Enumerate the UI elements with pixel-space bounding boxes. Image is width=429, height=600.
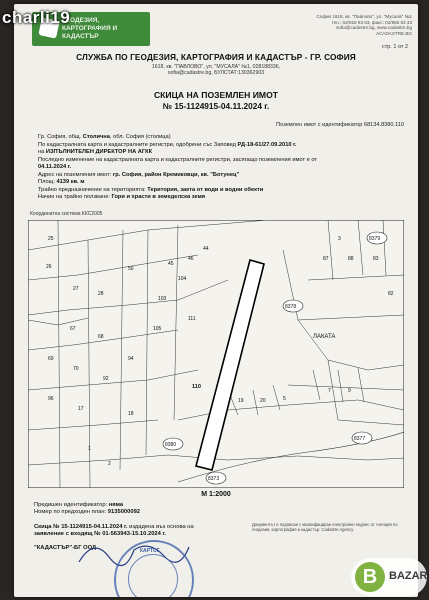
contact-line: ACADASTRE.BG: [376, 30, 412, 36]
map-label: 88: [348, 256, 354, 262]
contact-line: тел.: 02/818 83 83, факс: 02/955 53 33: [331, 19, 412, 25]
detail-line: на ИЗПЪЛНИТЕЛЕН ДИРЕКТОР НА АГКК: [38, 149, 153, 155]
footer-row: Номер по предходен план: 9135000092: [34, 509, 141, 516]
map-label: 69: [48, 356, 54, 362]
contact-block: [262, 14, 412, 36]
contact-line: София 1618, кв. "Павлово", ул. "Мусала" №1: [316, 14, 412, 19]
agency-address-line: 1618, кв. "ПАВЛОВО", ул. "МУСАЛА" №1, 028188336,: [151, 64, 281, 70]
bazar-logo-text: BAZAR: [389, 570, 428, 582]
contact-line: sofia@cadastre.bg, www.cadastre.bg: [336, 25, 412, 31]
map-label: 68: [98, 334, 104, 340]
map-label: 25: [48, 236, 54, 242]
detail-line: Начин на трайно ползване: Гори и храсти в земеделска земя: [38, 194, 206, 200]
map-label: 67: [70, 326, 76, 332]
document-page: [14, 4, 418, 597]
map-label: 26: [46, 264, 52, 270]
footer-row: "КАДАСТЪР"-БГ ООД: [34, 545, 97, 552]
bazar-logo: [351, 558, 427, 596]
map-label: 20: [260, 398, 266, 404]
map-label: 8373: [208, 476, 220, 482]
map-label: 5: [283, 396, 286, 402]
map-label: 8378: [285, 304, 297, 310]
map-label: 83: [373, 256, 379, 262]
map-label: 87: [323, 256, 329, 262]
agency-title: СЛУЖБА ПО ГЕОДЕЗИЯ, КАРТОГРАФИЯ И КАДАСТЪР - ГР. СОФИЯ: [76, 52, 356, 62]
detail-line: Последно изменение на кадастралната карта и кадастралните регистри, засягащо поземления имот е от: [38, 156, 318, 163]
document-title: СКИЦА НА ПОЗЕМЛЕН ИМОТ: [153, 90, 279, 100]
map-label: 18: [128, 411, 134, 417]
agency-address: [14, 64, 418, 77]
map-label: 9: [348, 388, 351, 394]
map-label: 8380: [165, 442, 177, 448]
map-label: 111: [188, 316, 196, 322]
bazar-logo-icon: B: [355, 562, 385, 592]
parcel-identifier: Поземлен имот с идентификатор 68134.8380.110: [276, 122, 404, 128]
map-label: 82: [388, 291, 394, 297]
map-label: 70: [73, 366, 79, 372]
map-label: 103: [158, 296, 167, 302]
map-label: 17: [78, 406, 84, 412]
footer-row: Скица № 15-1124915-04.11.2024 г. издадена въз основа на: [34, 523, 194, 530]
footer-row: заявление с входящ № 01-563943-15.10.2024 г.: [34, 530, 166, 537]
detail-line: По кадастралната карта и кадастралните регистри, одобрени със Заповед РД-18-61/27.09.2010 г.: [38, 141, 297, 148]
detail-line: Площ: 4139 кв. м: [38, 179, 85, 185]
map-label: 46: [188, 256, 194, 262]
map-label: 110: [192, 384, 201, 390]
signature-note: Документът е подписан с квалифициран електронен подпис от Агенция по геодезия, картография и кадастър. Cadastre Agency: [252, 522, 398, 533]
detail-line: 04.11.2024 г.: [38, 164, 72, 170]
map-scale: М 1:2000: [201, 491, 231, 498]
map-label: 19: [238, 398, 244, 404]
document-number: № 15-1124915-04.11.2024 г.: [162, 101, 270, 111]
map-label: 8379: [369, 236, 381, 242]
map-label: 96: [48, 396, 54, 402]
watermark-text: charli19: [2, 8, 71, 27]
map-label: 105: [153, 326, 162, 332]
map-label: 94: [128, 356, 134, 362]
map-label: 8377: [354, 436, 366, 442]
map-label: 50: [128, 266, 134, 272]
map-label: ЛАКАТА: [313, 334, 336, 340]
logo-text: ГЕОДЕЗИЯ, КАРТОГРАФИЯ И КАДАСТЪР: [62, 17, 118, 40]
map-label: 92: [103, 376, 109, 382]
detail-line: Гр. София, общ. Столична, обл. София (столица): [38, 134, 171, 140]
map-label: 45: [168, 261, 174, 267]
coordinate-system: Координатна система ККС2005: [30, 211, 103, 217]
map-label: 2: [108, 461, 111, 467]
page-number: стр. 1 от 2: [381, 44, 408, 50]
map-label: 28: [98, 291, 104, 297]
map-label: 3: [338, 236, 341, 242]
stamp-text: КАРТОГ: [140, 548, 160, 554]
map-label: 27: [73, 286, 79, 292]
detail-line: Адрес на поземления имот: гр. София, район Кремиковци, кв. "Ботунец": [38, 171, 240, 178]
map-label: 44: [203, 246, 209, 252]
detail-line: Трайно предназначение на територията: Територия, заета от води и водни обекти: [38, 186, 264, 193]
map-label: 1: [88, 446, 91, 452]
map-label: 7: [328, 388, 331, 394]
parcel-details: [38, 134, 398, 202]
footer-row: Предишен идентификатор: няма: [34, 502, 124, 508]
cadastral-map: [28, 220, 404, 488]
agency-email-line: sofia@cadastre.bg, БУЛСТАТ:130362903: [167, 70, 265, 77]
map-label: 104: [178, 276, 187, 282]
